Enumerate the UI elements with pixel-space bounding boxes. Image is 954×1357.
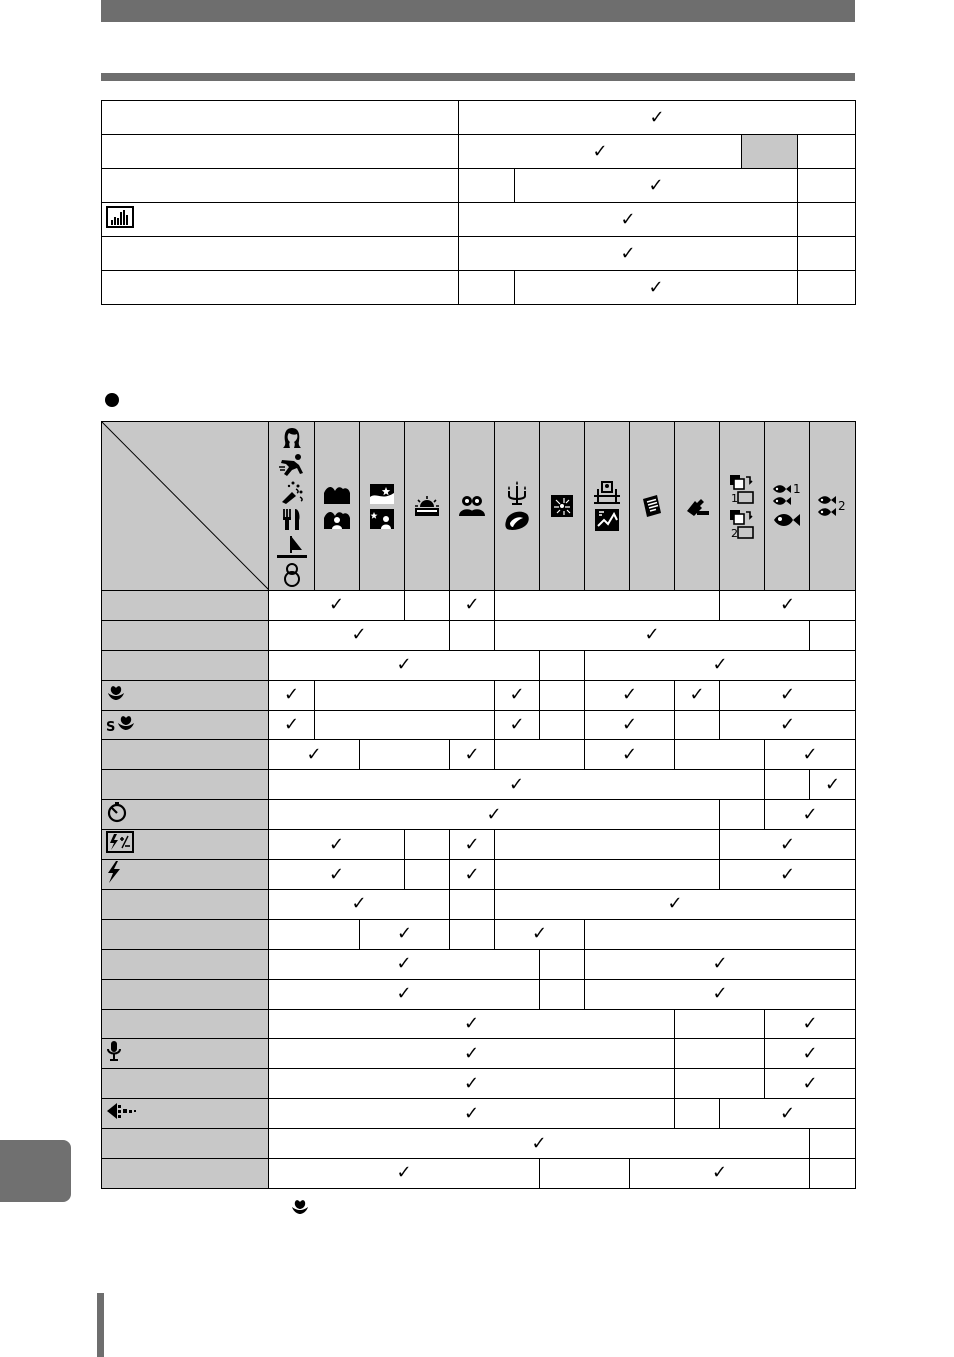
empty-cell [495,740,585,770]
empty-cell [675,1069,765,1099]
function-label [102,1099,269,1129]
checkmark-cell [269,650,540,680]
museum-icon [585,481,629,505]
checkmark: ✓ [649,106,665,128]
checkmark: ✓ [620,208,636,230]
svg-text:2: 2 [837,499,846,513]
empty-cell [540,979,585,1009]
empty-cell [495,860,720,890]
checkmark-cell [450,860,495,890]
cuisine-icon [269,507,314,531]
empty-cell [450,919,495,949]
top-table-row [102,203,856,237]
checkmark: ✓ [802,1013,818,1035]
checkmark: ✓ [464,833,480,855]
checkmark-cell [450,740,495,770]
microphone-icon [106,1040,122,1067]
scene-column-header [360,422,405,591]
checkmark: ✓ [667,893,683,915]
checkmark-cell [515,169,798,203]
checkmark: ✓ [464,743,480,765]
behind-glass-icon [495,509,539,533]
checkmark-cell [269,740,360,770]
checkmark-cell [459,203,798,237]
checkmark-cell [450,591,495,621]
empty-cell [405,591,450,621]
checkmark: ✓ [712,654,728,676]
checkmark: ✓ [531,923,548,945]
checkmark: ✓ [648,174,664,196]
function-row [102,1159,856,1189]
scene-column-header [540,422,585,591]
header-corner [102,422,269,591]
function-label [102,1129,269,1159]
checkmark-cell [495,710,540,740]
checkmark: ✓ [779,714,796,735]
empty-cell [810,620,856,650]
function-label [102,680,269,710]
empty-cell [269,919,360,949]
checkmark-cell [269,620,450,650]
function-row [102,890,856,920]
empty-cell [450,620,495,650]
function-row [102,620,856,650]
checkmark: ✓ [644,624,660,646]
checkmark: ✓ [328,833,345,855]
empty-cell [765,770,810,800]
function-row [102,860,856,890]
checkmark: ✓ [711,1162,728,1184]
checkmark-cell [585,979,856,1009]
svg-text:1: 1 [731,491,738,505]
empty-cell [459,271,515,305]
checkmark-cell [459,101,856,135]
bullet [105,393,119,407]
checkmark: ✓ [463,1072,480,1094]
top-header-bar [101,0,855,22]
function-label [102,860,269,890]
function-label [102,591,269,621]
function-label [102,1159,269,1189]
empty-cell [540,949,585,979]
empty-cell [450,890,495,920]
checkmark-cell [269,1009,675,1039]
empty-cell [798,203,856,237]
scene-column-header [585,422,630,591]
empty-cell [540,1159,630,1189]
checkmark: ✓ [351,893,367,915]
checkmark: ✓ [779,594,796,616]
function-label [102,740,269,770]
checkmark: ✓ [328,594,345,616]
checkmark: ✓ [802,803,818,825]
scene-column-header [810,422,856,591]
empty-cell [798,271,856,305]
checkmark-cell [495,680,540,710]
checkmark-cell [269,830,405,860]
function-row [102,830,856,860]
checkmark-cell [765,740,856,770]
checkmark-cell [269,800,720,830]
function-row [102,1099,856,1129]
flash-icon [106,860,122,889]
checkmark: ✓ [648,276,664,298]
empty-cell [459,169,515,203]
checkmark: ✓ [396,654,412,676]
checkmark-cell [459,135,742,169]
function-row [102,710,856,740]
beach-icon [269,534,314,560]
function-label [102,770,269,800]
scene-column-header [450,422,495,591]
empty-cell [810,1159,856,1189]
checkmark-cell [269,710,315,740]
candle-icon [495,480,539,506]
checkmark: ✓ [396,923,413,945]
checkmark: ✓ [351,624,367,646]
page-edge-bar [97,1293,104,1357]
checkmark-cell [585,710,675,740]
night-scene-icon [360,483,404,505]
shoot-select-icon [675,495,719,517]
empty-cell [315,680,495,710]
function-label [102,800,269,830]
checkmark: ✓ [464,863,480,885]
empty-cell [540,650,585,680]
function-row [102,1039,856,1069]
scene-column-header [315,422,360,591]
function-row [102,1009,856,1039]
empty-cell [675,740,765,770]
empty-cell [675,710,720,740]
checkmark: ✓ [802,1042,818,1064]
underwater-macro-icon [765,510,809,530]
checkmark-cell [720,860,856,890]
row-label [102,101,459,135]
checkmark-cell [765,1009,856,1039]
function-row [102,1129,856,1159]
checkmark: ✓ [712,953,728,975]
scene-column-header [405,422,450,591]
histogram-icon [106,206,134,233]
checkmark: ✓ [306,743,322,765]
checkmark-cell [765,1069,856,1099]
function-row [102,591,856,621]
empty-cell [675,1009,765,1039]
sunset-icon [405,495,449,517]
scene-column-header [720,422,765,591]
underwater-wide1-icon [765,483,809,507]
checkmark-cell [495,919,585,949]
scene-column-header [675,422,720,591]
checkmark-cell [269,890,450,920]
svg-text:S: S [106,719,116,732]
raw-icon [106,1102,138,1125]
function-row [102,919,856,949]
function-row [102,680,856,710]
checkmark-cell [269,591,405,621]
function-row [102,800,856,830]
checkmark: ✓ [621,684,638,706]
checkmark: ✓ [712,983,728,1005]
empty-cell [798,135,856,169]
macro-icon [106,684,126,707]
checkmark-cell [495,620,810,650]
documents-icon [630,493,674,519]
function-label [102,1039,269,1069]
checkmark: ✓ [621,714,638,735]
function-label [102,710,269,740]
top-table-row [102,271,856,305]
function-label [102,1009,269,1039]
empty-cell [405,830,450,860]
flash-exposure-icon [106,831,134,858]
svg-text:2: 2 [731,526,738,540]
checkmark-cell [495,890,856,920]
checkmark: ✓ [689,684,705,706]
night-portrait-icon [269,480,314,504]
checkmark-cell [269,1069,675,1099]
scene-header-row [102,422,856,591]
fireworks-icon [540,494,584,518]
empty-cell [675,1099,720,1129]
empty-cell [798,237,856,271]
checkmark: ✓ [396,983,412,1005]
checkmark-cell [585,949,856,979]
checkmark: ✓ [463,1102,480,1124]
underwater-wide2-icon [810,494,855,518]
svg-text:1: 1 [793,482,801,496]
checkmark-cell [585,680,675,710]
checkmark: ✓ [463,1042,480,1064]
function-label [102,620,269,650]
checkmark: ✓ [509,684,525,706]
checkmark: ✓ [396,953,412,975]
checkmark-cell [269,1129,810,1159]
self-portrait-icon [450,495,494,517]
top-table-row [102,237,856,271]
checkmark-cell [269,770,765,800]
function-label [102,949,269,979]
checkmark-cell [810,770,856,800]
checkmark-cell [720,1099,856,1129]
empty-cell [585,919,856,949]
checkmark-cell [269,860,405,890]
checkmark-cell [630,1159,810,1189]
function-row [102,740,856,770]
compatibility-table [101,421,856,1189]
empty-cell [360,740,450,770]
function-label [102,979,269,1009]
empty-cell [315,710,495,740]
checkmark-cell [720,591,856,621]
checkmark: ✓ [283,714,300,735]
row-label [102,203,459,237]
function-label [102,919,269,949]
footnote-macro-icon [290,1198,310,1220]
checkmark-cell [459,237,798,271]
row-label [102,135,459,169]
function-label [102,830,269,860]
checkmark: ✓ [802,743,818,765]
top-table [101,100,856,305]
function-label [102,890,269,920]
chapter-tab [0,1140,71,1202]
checkmark-cell [360,919,450,949]
checkmark: ✓ [328,863,345,885]
super-macro-icon [106,714,136,737]
checkmark: ✓ [779,1102,796,1124]
auction-icon [585,508,629,532]
function-row [102,770,856,800]
checkmark: ✓ [779,863,796,885]
scene-column-header [495,422,540,591]
function-row [102,979,856,1009]
function-row [102,949,856,979]
empty-cell [495,830,720,860]
checkmark-cell [720,680,856,710]
checkmark: ✓ [508,773,525,795]
function-label [102,650,269,680]
checkmark-cell [585,740,675,770]
top-table-row [102,101,856,135]
empty-cell [675,1039,765,1069]
checkmark-cell [585,650,856,680]
landscape-portrait-icon [315,508,359,530]
empty-cell [742,135,798,169]
checkmark-cell [450,830,495,860]
empty-cell [810,1129,856,1159]
shoot-select-1-icon [720,473,764,505]
header-rule [101,73,855,81]
checkmark-cell [269,1039,675,1069]
portrait-icon [269,426,314,450]
empty-cell [495,591,720,621]
function-label [102,1069,269,1099]
landscape-icon [315,483,359,505]
checkmark: ✓ [531,1132,547,1154]
checkmark-cell [765,800,856,830]
row-label [102,271,459,305]
scene-column-header [630,422,675,591]
function-row [102,650,856,680]
shoot-select-2-icon [720,508,764,540]
row-label [102,169,459,203]
checkmark: ✓ [779,684,796,706]
checkmark: ✓ [824,773,841,795]
checkmark: ✓ [620,242,636,264]
empty-cell [798,169,856,203]
checkmark: ✓ [621,743,638,765]
top-table-row [102,135,856,169]
night-portrait-scene-icon [360,508,404,530]
scene-column-header [269,422,315,591]
checkmark-cell [720,710,856,740]
checkmark: ✓ [509,714,525,735]
snow-icon [269,563,314,587]
checkmark: ✓ [464,594,480,616]
checkmark: ✓ [396,1162,412,1184]
self-timer-icon [106,801,128,828]
empty-cell [540,680,585,710]
checkmark-cell [720,830,856,860]
empty-cell [720,800,765,830]
checkmark: ✓ [463,1013,480,1035]
checkmark-cell [269,1099,675,1129]
sport-icon [269,453,314,477]
scene-column-header [765,422,810,591]
top-table-row [102,169,856,203]
checkmark-cell [269,949,540,979]
checkmark: ✓ [779,833,796,855]
checkmark: ✓ [592,140,608,162]
empty-cell [540,710,585,740]
empty-cell [405,860,450,890]
checkmark: ✓ [802,1072,818,1094]
function-row [102,1069,856,1099]
checkmark-cell [269,1159,540,1189]
checkmark-cell [269,979,540,1009]
row-label [102,237,459,271]
checkmark: ✓ [486,803,502,825]
checkmark-cell [675,680,720,710]
checkmark-cell [765,1039,856,1069]
checkmark-cell [515,271,798,305]
checkmark-cell [269,680,315,710]
checkmark: ✓ [283,684,300,706]
